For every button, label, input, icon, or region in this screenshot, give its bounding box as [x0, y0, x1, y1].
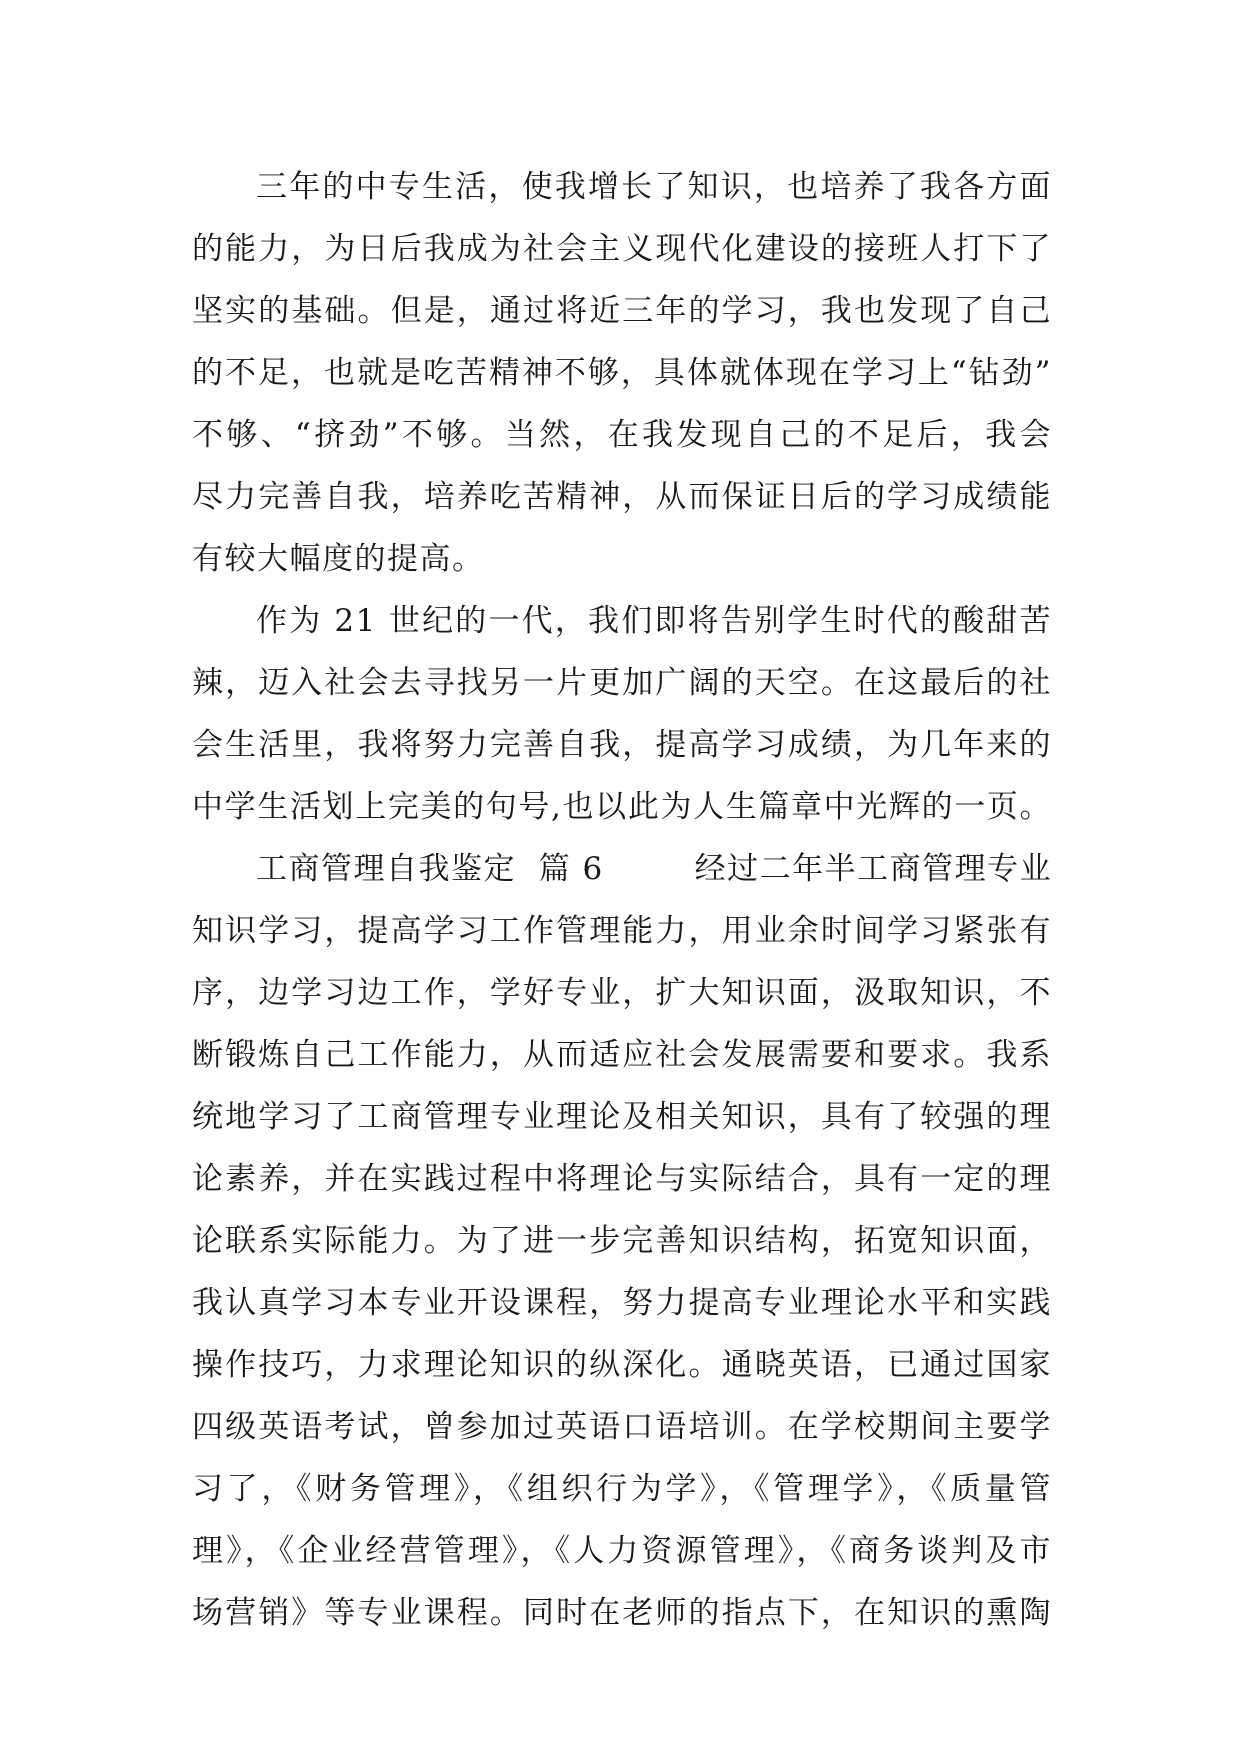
paragraph-line: 理》，《企业经营管理》，《人力资源管理》，《商务谈判及市 — [192, 1533, 1052, 1569]
paragraph-line: 统地学习了工商管理专业理论及相关知识，具有了较强的理 — [192, 1099, 1052, 1135]
paragraph-line: 的能力，为日后我成为社会主义现代化建设的接班人打下了 — [192, 231, 1052, 267]
paragraph-line: 有较大幅度的提高。 — [192, 541, 485, 577]
paragraph-line: 操作技巧，力求理论知识的纵深化。通晓英语，已通过国家 — [192, 1347, 1052, 1383]
paragraph-line: 习了，《财务管理》，《组织行为学》，《管理学》，《质量管 — [192, 1471, 1052, 1507]
section-heading-line: 工商管理自我鉴定 篇 6 经过二年半工商管理专业 — [256, 851, 1053, 887]
paragraph-line: 知识学习，提高学习工作管理能力，用业余时间学习紧张有 — [192, 913, 1052, 949]
paragraph-line: 我认真学习本专业开设课程，努力提高专业理论水平和实践 — [192, 1285, 1052, 1321]
paragraph-line: 论联系实际能力。为了进一步完善知识结构，拓宽知识面， — [192, 1223, 1052, 1259]
paragraph-line: 序，边学习边工作，学好专业，扩大知识面，汲取知识，不 — [192, 975, 1052, 1011]
paragraph-line: 作为 21 世纪的一代，我们即将告别学生时代的酸甜苦 — [256, 603, 1052, 639]
paragraph-line: 三年的中专生活，使我增长了知识，也培养了我各方面 — [256, 169, 1052, 205]
paragraph-1 — [192, 156, 1052, 590]
document-body — [192, 156, 1052, 1644]
paragraph-line: 尽力完善自我，培养吃苦精神，从而保证日后的学习成绩能 — [192, 479, 1052, 515]
paragraph-line: 不够、“挤劲”不够。当然，在我发现自己的不足后，我会 — [192, 417, 1052, 453]
paragraph-line: 四级英语考试，曾参加过英语口语培训。在学校期间主要学 — [192, 1409, 1052, 1445]
paragraph-line: 的不足，也就是吃苦精神不够，具体就体现在学习上“钻劲” — [192, 355, 1052, 391]
paragraph-line: 辣，迈入社会去寻找另一片更加广阔的天空。在这最后的社 — [192, 665, 1052, 701]
paragraph-line: 会生活里，我将努力完善自我，提高学习成绩，为几年来的 — [192, 727, 1052, 763]
paragraph-line: 坚实的基础。但是，通过将近三年的学习，我也发现了自己 — [192, 293, 1052, 329]
paragraph-2 — [192, 590, 1052, 838]
paragraph-line: 中学生活划上完美的句号,也以此为人生篇章中光辉的一页。 — [192, 789, 1052, 825]
paragraph-3 — [192, 838, 1052, 1644]
paragraph-line: 场营销》等专业课程。同时在老师的指点下，在知识的熏陶 — [192, 1595, 1052, 1631]
paragraph-line: 论素养，并在实践过程中将理论与实际结合，具有一定的理 — [192, 1161, 1052, 1197]
paragraph-line: 断锻炼自己工作能力，从而适应社会发展需要和要求。我系 — [192, 1037, 1052, 1073]
